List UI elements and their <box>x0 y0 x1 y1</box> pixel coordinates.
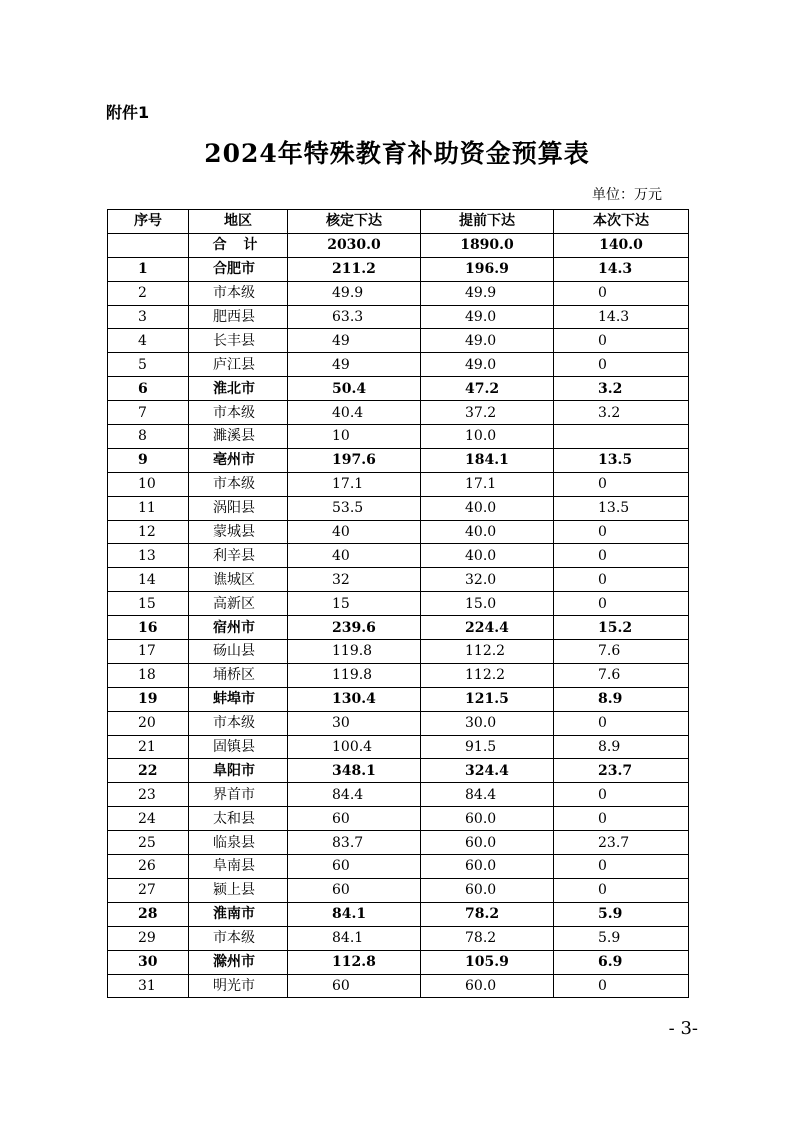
row-index: 20 <box>108 711 189 735</box>
row-region: 埇桥区 <box>189 663 288 687</box>
row-index: 28 <box>108 902 189 926</box>
table-row <box>108 831 689 855</box>
row-index: 1 <box>108 257 189 281</box>
row-region: 市本级 <box>189 281 288 305</box>
row-approved: 130.4 <box>288 687 421 711</box>
table-row <box>108 711 689 735</box>
row-region: 明光市 <box>189 974 288 998</box>
row-advance: 112.2 <box>421 663 554 687</box>
row-current: 7.6 <box>554 663 689 687</box>
row-current: 23.7 <box>554 831 689 855</box>
table-row <box>108 902 689 926</box>
row-region: 阜南县 <box>189 855 288 879</box>
row-approved: 119.8 <box>288 640 421 664</box>
row-index: 19 <box>108 687 189 711</box>
table-row <box>108 448 689 472</box>
row-region: 高新区 <box>189 592 288 616</box>
table-row <box>108 807 689 831</box>
row-current: 6.9 <box>554 950 689 974</box>
page-number: - 3- <box>668 1018 698 1039</box>
table-row <box>108 735 689 759</box>
row-region: 蚌埠市 <box>189 687 288 711</box>
row-approved: 60 <box>288 807 421 831</box>
row-approved: 40 <box>288 520 421 544</box>
row-current: 5.9 <box>554 926 689 950</box>
row-approved: 348.1 <box>288 759 421 783</box>
row-approved: 84.1 <box>288 902 421 926</box>
row-index: 9 <box>108 448 189 472</box>
row-advance: 60.0 <box>421 807 554 831</box>
row-region: 蒙城县 <box>189 520 288 544</box>
row-region: 宿州市 <box>189 616 288 640</box>
table-header-row <box>108 210 689 234</box>
row-approved: 60 <box>288 974 421 998</box>
row-advance: 17.1 <box>421 472 554 496</box>
row-current: 0 <box>554 807 689 831</box>
row-index: 18 <box>108 663 189 687</box>
header-current: 本次下达 <box>554 210 689 234</box>
row-current: 0 <box>554 974 689 998</box>
row-index: 26 <box>108 855 189 879</box>
row-approved: 83.7 <box>288 831 421 855</box>
row-approved: 40.4 <box>288 401 421 425</box>
row-region: 长丰县 <box>189 329 288 353</box>
table-row <box>108 401 689 425</box>
row-advance: 78.2 <box>421 926 554 950</box>
row-index: 15 <box>108 592 189 616</box>
row-index: 6 <box>108 377 189 401</box>
row-approved: 119.8 <box>288 663 421 687</box>
table-row <box>108 640 689 664</box>
row-current: 0 <box>554 472 689 496</box>
row-index: 7 <box>108 401 189 425</box>
row-approved: 211.2 <box>288 257 421 281</box>
table-row <box>108 472 689 496</box>
row-advance: 121.5 <box>421 687 554 711</box>
row-region: 淮南市 <box>189 902 288 926</box>
header-approved: 核定下达 <box>288 210 421 234</box>
row-index: 31 <box>108 974 189 998</box>
row-region: 固镇县 <box>189 735 288 759</box>
row-current: 5.9 <box>554 902 689 926</box>
row-current: 14.3 <box>554 257 689 281</box>
row-approved: 84.4 <box>288 783 421 807</box>
row-advance: 84.4 <box>421 783 554 807</box>
row-region: 利辛县 <box>189 544 288 568</box>
table-row <box>108 878 689 902</box>
row-advance: 49.0 <box>421 329 554 353</box>
budget-table <box>107 209 689 998</box>
table-row <box>108 783 689 807</box>
table-row <box>108 687 689 711</box>
row-approved: 84.1 <box>288 926 421 950</box>
row-advance: 49.9 <box>421 281 554 305</box>
row-current: 0 <box>554 592 689 616</box>
row-current: 0 <box>554 544 689 568</box>
row-region: 濉溪县 <box>189 425 288 449</box>
row-approved: 32 <box>288 568 421 592</box>
row-advance: 30.0 <box>421 711 554 735</box>
row-advance: 37.2 <box>421 401 554 425</box>
row-advance: 47.2 <box>421 377 554 401</box>
total-current: 140.0 <box>554 233 689 257</box>
table-row <box>108 592 689 616</box>
row-region: 市本级 <box>189 401 288 425</box>
row-region: 界首市 <box>189 783 288 807</box>
row-advance: 105.9 <box>421 950 554 974</box>
row-index: 25 <box>108 831 189 855</box>
row-current: 0 <box>554 878 689 902</box>
row-advance: 196.9 <box>421 257 554 281</box>
row-current: 13.5 <box>554 496 689 520</box>
row-current: 0 <box>554 353 689 377</box>
row-approved: 17.1 <box>288 472 421 496</box>
row-advance: 224.4 <box>421 616 554 640</box>
row-current: 23.7 <box>554 759 689 783</box>
row-index: 17 <box>108 640 189 664</box>
table-row <box>108 377 689 401</box>
row-index: 13 <box>108 544 189 568</box>
total-advance: 1890.0 <box>421 233 554 257</box>
row-region: 谯城区 <box>189 568 288 592</box>
header-advance: 提前下达 <box>421 210 554 234</box>
table-row <box>108 663 689 687</box>
table-row <box>108 950 689 974</box>
row-approved: 60 <box>288 878 421 902</box>
header-index: 序号 <box>108 210 189 234</box>
row-region: 砀山县 <box>189 640 288 664</box>
attachment-label: 附件1 <box>106 103 150 122</box>
row-advance: 78.2 <box>421 902 554 926</box>
total-approved: 2030.0 <box>288 233 421 257</box>
table-row <box>108 496 689 520</box>
row-region: 市本级 <box>189 472 288 496</box>
table-row <box>108 353 689 377</box>
row-current: 0 <box>554 855 689 879</box>
row-current: 14.3 <box>554 305 689 329</box>
row-advance: 49.0 <box>421 353 554 377</box>
total-index <box>108 233 189 257</box>
row-approved: 63.3 <box>288 305 421 329</box>
row-current <box>554 425 689 449</box>
row-index: 4 <box>108 329 189 353</box>
table-row <box>108 305 689 329</box>
table-row <box>108 425 689 449</box>
row-region: 涡阳县 <box>189 496 288 520</box>
row-approved: 49 <box>288 329 421 353</box>
row-advance: 15.0 <box>421 592 554 616</box>
row-advance: 32.0 <box>421 568 554 592</box>
row-region: 肥西县 <box>189 305 288 329</box>
row-region: 颍上县 <box>189 878 288 902</box>
row-region: 太和县 <box>189 807 288 831</box>
row-approved: 40 <box>288 544 421 568</box>
row-index: 11 <box>108 496 189 520</box>
row-advance: 49.0 <box>421 305 554 329</box>
table-row <box>108 544 689 568</box>
row-approved: 30 <box>288 711 421 735</box>
row-region: 市本级 <box>189 711 288 735</box>
row-current: 0 <box>554 520 689 544</box>
row-region: 淮北市 <box>189 377 288 401</box>
row-advance: 60.0 <box>421 878 554 902</box>
row-index: 29 <box>108 926 189 950</box>
row-advance: 112.2 <box>421 640 554 664</box>
row-approved: 15 <box>288 592 421 616</box>
row-advance: 184.1 <box>421 448 554 472</box>
table-row <box>108 759 689 783</box>
total-row <box>108 233 689 257</box>
row-advance: 60.0 <box>421 855 554 879</box>
row-index: 24 <box>108 807 189 831</box>
row-current: 0 <box>554 329 689 353</box>
row-index: 8 <box>108 425 189 449</box>
total-label: 合 计 <box>189 233 288 257</box>
table-row <box>108 568 689 592</box>
row-approved: 112.8 <box>288 950 421 974</box>
row-current: 7.6 <box>554 640 689 664</box>
row-current: 8.9 <box>554 687 689 711</box>
row-index: 16 <box>108 616 189 640</box>
row-approved: 60 <box>288 855 421 879</box>
row-advance: 60.0 <box>421 974 554 998</box>
row-advance: 40.0 <box>421 544 554 568</box>
page-title: 2024年特殊教育补助资金预算表 <box>204 139 590 168</box>
row-index: 21 <box>108 735 189 759</box>
row-index: 2 <box>108 281 189 305</box>
row-approved: 197.6 <box>288 448 421 472</box>
row-current: 3.2 <box>554 377 689 401</box>
row-advance: 91.5 <box>421 735 554 759</box>
row-index: 14 <box>108 568 189 592</box>
row-current: 0 <box>554 783 689 807</box>
table-row <box>108 257 689 281</box>
row-index: 23 <box>108 783 189 807</box>
row-region: 合肥市 <box>189 257 288 281</box>
row-index: 22 <box>108 759 189 783</box>
row-current: 8.9 <box>554 735 689 759</box>
table-row <box>108 974 689 998</box>
row-region: 亳州市 <box>189 448 288 472</box>
row-approved: 50.4 <box>288 377 421 401</box>
row-index: 12 <box>108 520 189 544</box>
table-row <box>108 855 689 879</box>
row-approved: 100.4 <box>288 735 421 759</box>
row-current: 0 <box>554 568 689 592</box>
table-row <box>108 281 689 305</box>
header-region: 地区 <box>189 210 288 234</box>
row-region: 阜阳市 <box>189 759 288 783</box>
row-advance: 40.0 <box>421 496 554 520</box>
table-row <box>108 520 689 544</box>
row-approved: 49 <box>288 353 421 377</box>
row-index: 10 <box>108 472 189 496</box>
row-advance: 10.0 <box>421 425 554 449</box>
row-advance: 60.0 <box>421 831 554 855</box>
row-current: 13.5 <box>554 448 689 472</box>
row-current: 0 <box>554 281 689 305</box>
row-advance: 40.0 <box>421 520 554 544</box>
table-row <box>108 329 689 353</box>
row-index: 30 <box>108 950 189 974</box>
table-row <box>108 926 689 950</box>
row-approved: 10 <box>288 425 421 449</box>
row-approved: 53.5 <box>288 496 421 520</box>
row-region: 滁州市 <box>189 950 288 974</box>
row-index: 27 <box>108 878 189 902</box>
row-index: 5 <box>108 353 189 377</box>
unit-label: 单位：万元 <box>592 187 662 203</box>
row-advance: 324.4 <box>421 759 554 783</box>
row-approved: 239.6 <box>288 616 421 640</box>
row-current: 15.2 <box>554 616 689 640</box>
row-region: 市本级 <box>189 926 288 950</box>
row-region: 庐江县 <box>189 353 288 377</box>
row-current: 0 <box>554 711 689 735</box>
row-approved: 49.9 <box>288 281 421 305</box>
table-row <box>108 616 689 640</box>
row-region: 临泉县 <box>189 831 288 855</box>
row-index: 3 <box>108 305 189 329</box>
row-current: 3.2 <box>554 401 689 425</box>
